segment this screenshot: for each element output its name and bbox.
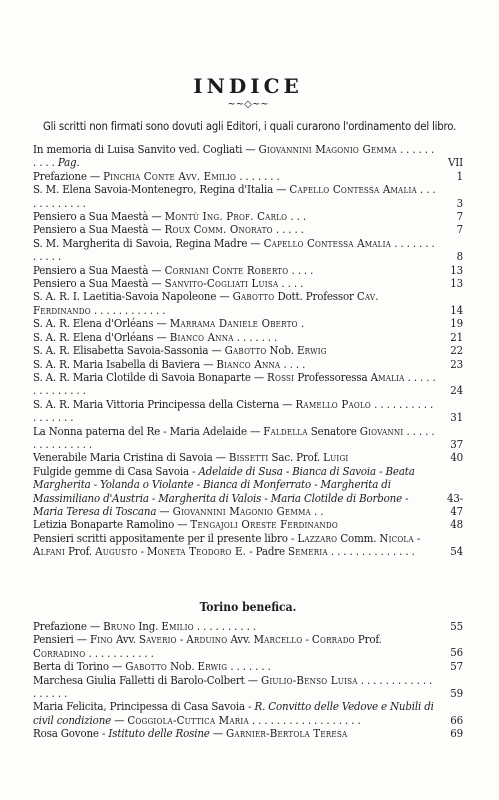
index-entry <box>33 700 463 727</box>
page-number: 3 <box>456 195 463 210</box>
entry-text: Pensiero a Sua Maestà — <box>33 262 165 277</box>
author-name: Nicola <box>379 530 414 545</box>
author-name: Alfani <box>33 544 66 559</box>
entry-text: . . . <box>287 209 306 224</box>
index-entry <box>33 674 463 701</box>
entry-title <box>33 264 437 277</box>
entry-text: Ing. <box>135 619 162 633</box>
author-name: Rossi <box>267 369 295 384</box>
entry-title <box>33 518 437 531</box>
index-entry <box>33 317 463 330</box>
entry-text: . . . . . . . . . . <box>193 619 256 633</box>
index-entry <box>33 465 463 519</box>
entry-text: Rosa Govone - <box>33 726 109 741</box>
page-number: 8 <box>456 249 463 264</box>
entry-text: Dott. Professor <box>274 289 357 304</box>
index-entry <box>33 210 463 223</box>
index-entry <box>33 143 463 170</box>
entry-text: - Padre <box>246 544 288 559</box>
entry-text: Maria Felicita, Principessa di Casa Savoia - <box>33 699 255 714</box>
entry-text: . . . . . . . . . . <box>33 142 435 170</box>
entry-text: S. A. R. I. Laetitia-Savoia Napoleone — <box>33 289 233 304</box>
entry-text: La Nonna paterna del Re - Maria Adelaide — <box>33 423 264 438</box>
index-entry <box>33 183 463 210</box>
entry-title <box>33 532 437 559</box>
entry-title <box>33 425 437 452</box>
page-number: 19 <box>450 316 463 331</box>
author-name: Gabotto <box>224 343 267 358</box>
author-name: Coggiola-Cuttica Maria <box>127 712 249 727</box>
author-name: Amalia <box>370 369 405 384</box>
entry-text: Venerabile Maria Cristina di Savoia — <box>33 450 229 465</box>
index-entry <box>33 223 463 236</box>
entry-text: . . . . . <box>272 222 304 237</box>
entry-text: - <box>302 632 312 647</box>
entry-text: . . . . . . . . . . . . . . . . . . <box>248 712 361 727</box>
title-ornament: ~~◇~~ <box>227 99 269 110</box>
entry-text: . . <box>310 503 324 518</box>
author-name: Corradino <box>33 645 86 660</box>
entry-title <box>33 371 437 398</box>
index-entry <box>33 358 463 371</box>
author-name: Saverio <box>138 632 177 647</box>
entry-title <box>33 451 437 464</box>
index-entry <box>33 518 463 531</box>
entry-title <box>33 660 437 673</box>
entry-text: Avv. <box>112 632 139 647</box>
author-name: Marrama Daniele Oberto <box>169 316 298 331</box>
page-number: 24 <box>450 383 463 398</box>
entry-title <box>33 183 437 210</box>
entry-title <box>33 700 437 727</box>
author-name: Capello Contessa Amalia <box>263 235 392 250</box>
author-name: Erwig <box>197 659 228 674</box>
entry-title <box>33 633 437 660</box>
entry-text: . . . . . . . <box>233 329 278 344</box>
page-number: 55 <box>450 619 463 633</box>
entry-text: Berta di Torino — <box>33 659 126 674</box>
entry-title <box>33 331 437 344</box>
page-number: 13 <box>450 262 463 277</box>
page-number: 23 <box>450 356 463 371</box>
author-name: Giovanni <box>359 423 404 438</box>
author-name: Giovannini Magonio Gemma <box>258 142 397 156</box>
entry-text: . . . . . . . <box>236 168 280 183</box>
entry-text: Sac. Prof. <box>268 450 324 465</box>
author-name: Fino <box>89 632 113 647</box>
entry-text: . . . . . . . . . . . . . . <box>327 544 415 559</box>
author-name: Bruno <box>103 619 136 633</box>
index-entry <box>33 170 463 183</box>
author-name: Ramello Paolo <box>295 396 372 411</box>
author-name: Sanvito-Cogliati Luisa <box>164 276 279 291</box>
page-number: 22 <box>450 343 463 358</box>
entry-text: - <box>137 544 147 559</box>
entry-text: . <box>297 316 304 331</box>
section-title-torino: Torino benefica. <box>199 600 297 614</box>
index-page <box>33 0 463 800</box>
author-name: Semeria <box>288 544 328 559</box>
entry-text: Avv. <box>227 632 254 647</box>
entry-text: . . . . <box>280 356 306 371</box>
author-name: Corrado <box>311 632 355 647</box>
author-name: Corniani Conte Roberto <box>164 262 289 277</box>
entry-text: . . . . . . . . . . . . . . . . . <box>33 396 434 425</box>
index-entry <box>33 425 463 452</box>
entry-text: . . . . . . . . . . . . <box>90 302 166 317</box>
index-entry <box>33 398 463 425</box>
page-number: 14 <box>450 302 463 317</box>
entry-title <box>33 674 437 701</box>
entry-title <box>33 143 437 170</box>
author-name: Bissetti <box>228 450 269 465</box>
author-name: Pinchia Conte Avv. Emilio <box>103 168 237 183</box>
page-number: 1 <box>456 168 463 183</box>
entry-title <box>33 358 437 371</box>
entry-text: S. M. Margherita di Savoia, Regina Madre — <box>33 235 264 250</box>
entry-subtitle: Pag. <box>57 155 80 170</box>
author-name: Erwig <box>296 343 327 358</box>
author-name: Lazzaro <box>297 530 338 545</box>
entry-text: Pensieri scritti appositamente per il presente libro - <box>33 530 298 545</box>
entry-text: Prof. <box>65 544 96 559</box>
page-number: 66 <box>450 712 463 727</box>
page-number: 56 <box>450 645 463 660</box>
entry-text: . . . . . . . . . . . <box>85 645 154 660</box>
entry-text: — <box>111 712 128 727</box>
author-name: Luigi <box>323 450 349 465</box>
author-name: Bianco Anna <box>216 356 281 371</box>
page-number: 48 <box>450 517 463 532</box>
entry-text: Comm. <box>337 530 380 545</box>
entry-text: — <box>156 503 173 518</box>
entry-text: Pensiero a Sua Maestà — <box>33 209 165 224</box>
index-entry <box>33 331 463 344</box>
entry-title <box>33 727 437 740</box>
entry-subtitle: Adelaide di Susa - Bianca di Savoia - Beata Margherita - Yolanda o Violante - Bianca di Monferrato - Margherita di Massimiliano d'Austria - Margherita di Valois - Maria Clotilde di Borbone - Maria Teresa di Toscana <box>33 463 415 518</box>
entry-text: S. A. R. Elisabetta Savoia-Sassonia — <box>33 343 225 358</box>
entry-text: Nob. <box>166 659 198 674</box>
index-list-torino <box>33 620 463 741</box>
author-name: Arduino <box>186 632 228 647</box>
entry-text: Professoressa <box>294 369 371 384</box>
entry-title <box>33 620 437 633</box>
page-number: VII <box>447 155 463 170</box>
entry-title <box>33 344 437 357</box>
entry-text: . . . . . . . . . . . . <box>33 235 435 264</box>
page-number: 54 <box>450 544 463 559</box>
entry-text: . . . . . . . <box>227 659 271 674</box>
entry-text: — <box>209 726 227 741</box>
author-name: Bianco Anna <box>169 329 234 344</box>
page-number: 59 <box>450 685 463 700</box>
author-name: Faldella <box>263 423 308 438</box>
entry-text: - <box>176 632 187 647</box>
entry-text: . . . . . . . . . . . . . . . <box>33 423 435 451</box>
entry-text: . . . . <box>278 276 304 291</box>
entry-text: S. A. R. Elena d'Orléans — <box>33 316 170 331</box>
entry-title <box>33 210 437 223</box>
entry-text: Prefazione — <box>33 168 104 183</box>
entry-text: . . . . . . . . . . . . . . . . . . <box>33 672 433 701</box>
author-name: Giulio-Benso Luisa <box>260 672 358 687</box>
entry-title <box>33 237 437 264</box>
entry-text: Marchesa Giulia Falletti di Barolo-Colbert — <box>33 672 261 687</box>
entry-title <box>33 223 437 236</box>
index-entry <box>33 371 463 398</box>
entry-text: In memoria di Luisa Sanvito ved. Cogliati — <box>33 142 259 156</box>
author-name: Gabotto <box>125 659 167 674</box>
index-entry <box>33 532 463 559</box>
entry-text: S. A. R. Maria Clotilde di Savoia Bonaparte — <box>33 369 268 384</box>
editors-note: Gli scritti non firmati sono dovuti agli Editori, i quali curarono l'ordinamento del libro. <box>42 120 457 133</box>
entry-text: Fulgide gemme di Casa Savoia - <box>33 463 199 478</box>
entry-subtitle: R. Convitto delle Vedove e Nubili di civil condizione <box>33 699 434 727</box>
author-name: Cav. Ferdinando <box>33 289 379 317</box>
author-name: Garnier-Bertola Teresa <box>226 726 348 741</box>
entry-text: Letizia Bonaparte Ramolino — <box>33 517 191 532</box>
index-entry <box>33 633 463 660</box>
entry-text: S. A. R. Elena d'Orléans — <box>33 329 170 344</box>
entry-text: Senatore <box>307 423 360 438</box>
entry-text: Nob. <box>266 343 297 358</box>
entry-text: Prefazione — <box>33 619 104 633</box>
page-number: 69 <box>450 726 463 741</box>
page-number: 13 <box>450 276 463 291</box>
entry-text: S. A. R. Maria Isabella di Baviera — <box>33 356 217 371</box>
index-entry <box>33 727 463 740</box>
index-entry <box>33 660 463 673</box>
entry-title <box>33 398 437 425</box>
author-name: Augusto <box>95 544 138 559</box>
page-number: 43-47 <box>446 490 463 518</box>
entry-text: . . . . . . . . . . . . <box>33 182 436 210</box>
entry-text: Pensieri — <box>33 632 90 647</box>
entry-text: Pensiero a Sua Maestà — <box>33 222 165 237</box>
index-entry <box>33 344 463 357</box>
entry-text: - <box>413 530 421 545</box>
page-title: INDICE <box>193 74 303 98</box>
index-entry <box>33 264 463 277</box>
entry-title <box>33 465 437 519</box>
index-list <box>33 143 463 559</box>
entry-text: . . . . . . . . . . . . . . <box>33 369 436 398</box>
entry-text: . . . . <box>288 262 314 277</box>
page-number: 7 <box>456 222 463 237</box>
index-entry <box>33 290 463 317</box>
entry-title <box>33 290 437 317</box>
page-number: 40 <box>450 450 463 465</box>
entry-text: S. M. Elena Savoia-Montenegro, Regina d'Italia — <box>33 182 290 197</box>
author-name: Roux Comm. Onorato <box>164 222 273 237</box>
entry-title <box>33 277 437 290</box>
entry-text: Prof. <box>354 632 382 647</box>
entry-text: S. A. R. Maria Vittoria Principessa della Cisterna — <box>33 396 296 411</box>
page-number: 37 <box>450 436 463 451</box>
author-name: Giovannini Magonio Gemma <box>172 503 311 518</box>
page-number: 57 <box>450 659 463 674</box>
page-number: 21 <box>450 329 463 344</box>
entry-text: Pensiero a Sua Maestà — <box>33 276 165 291</box>
author-name: Marcello <box>253 632 303 647</box>
author-name: Montù Ing. Prof. Carlo <box>164 209 288 224</box>
page-number: 7 <box>456 209 463 224</box>
author-name: Moneta Teodoro E. <box>146 544 247 559</box>
page-number: 31 <box>450 410 463 425</box>
index-entry <box>33 620 463 633</box>
author-name: Gabotto <box>232 289 275 304</box>
author-name: Emilio <box>161 619 194 633</box>
index-entry <box>33 277 463 290</box>
entry-title <box>33 317 437 330</box>
author-name: Capello Contessa Amalia <box>289 182 417 197</box>
entry-subtitle: Istituto delle Rosine <box>108 726 210 741</box>
index-entry <box>33 237 463 264</box>
index-entry <box>33 451 463 464</box>
author-name: Tengajoli Oreste Ferdinando <box>190 517 338 532</box>
entry-title <box>33 170 437 183</box>
